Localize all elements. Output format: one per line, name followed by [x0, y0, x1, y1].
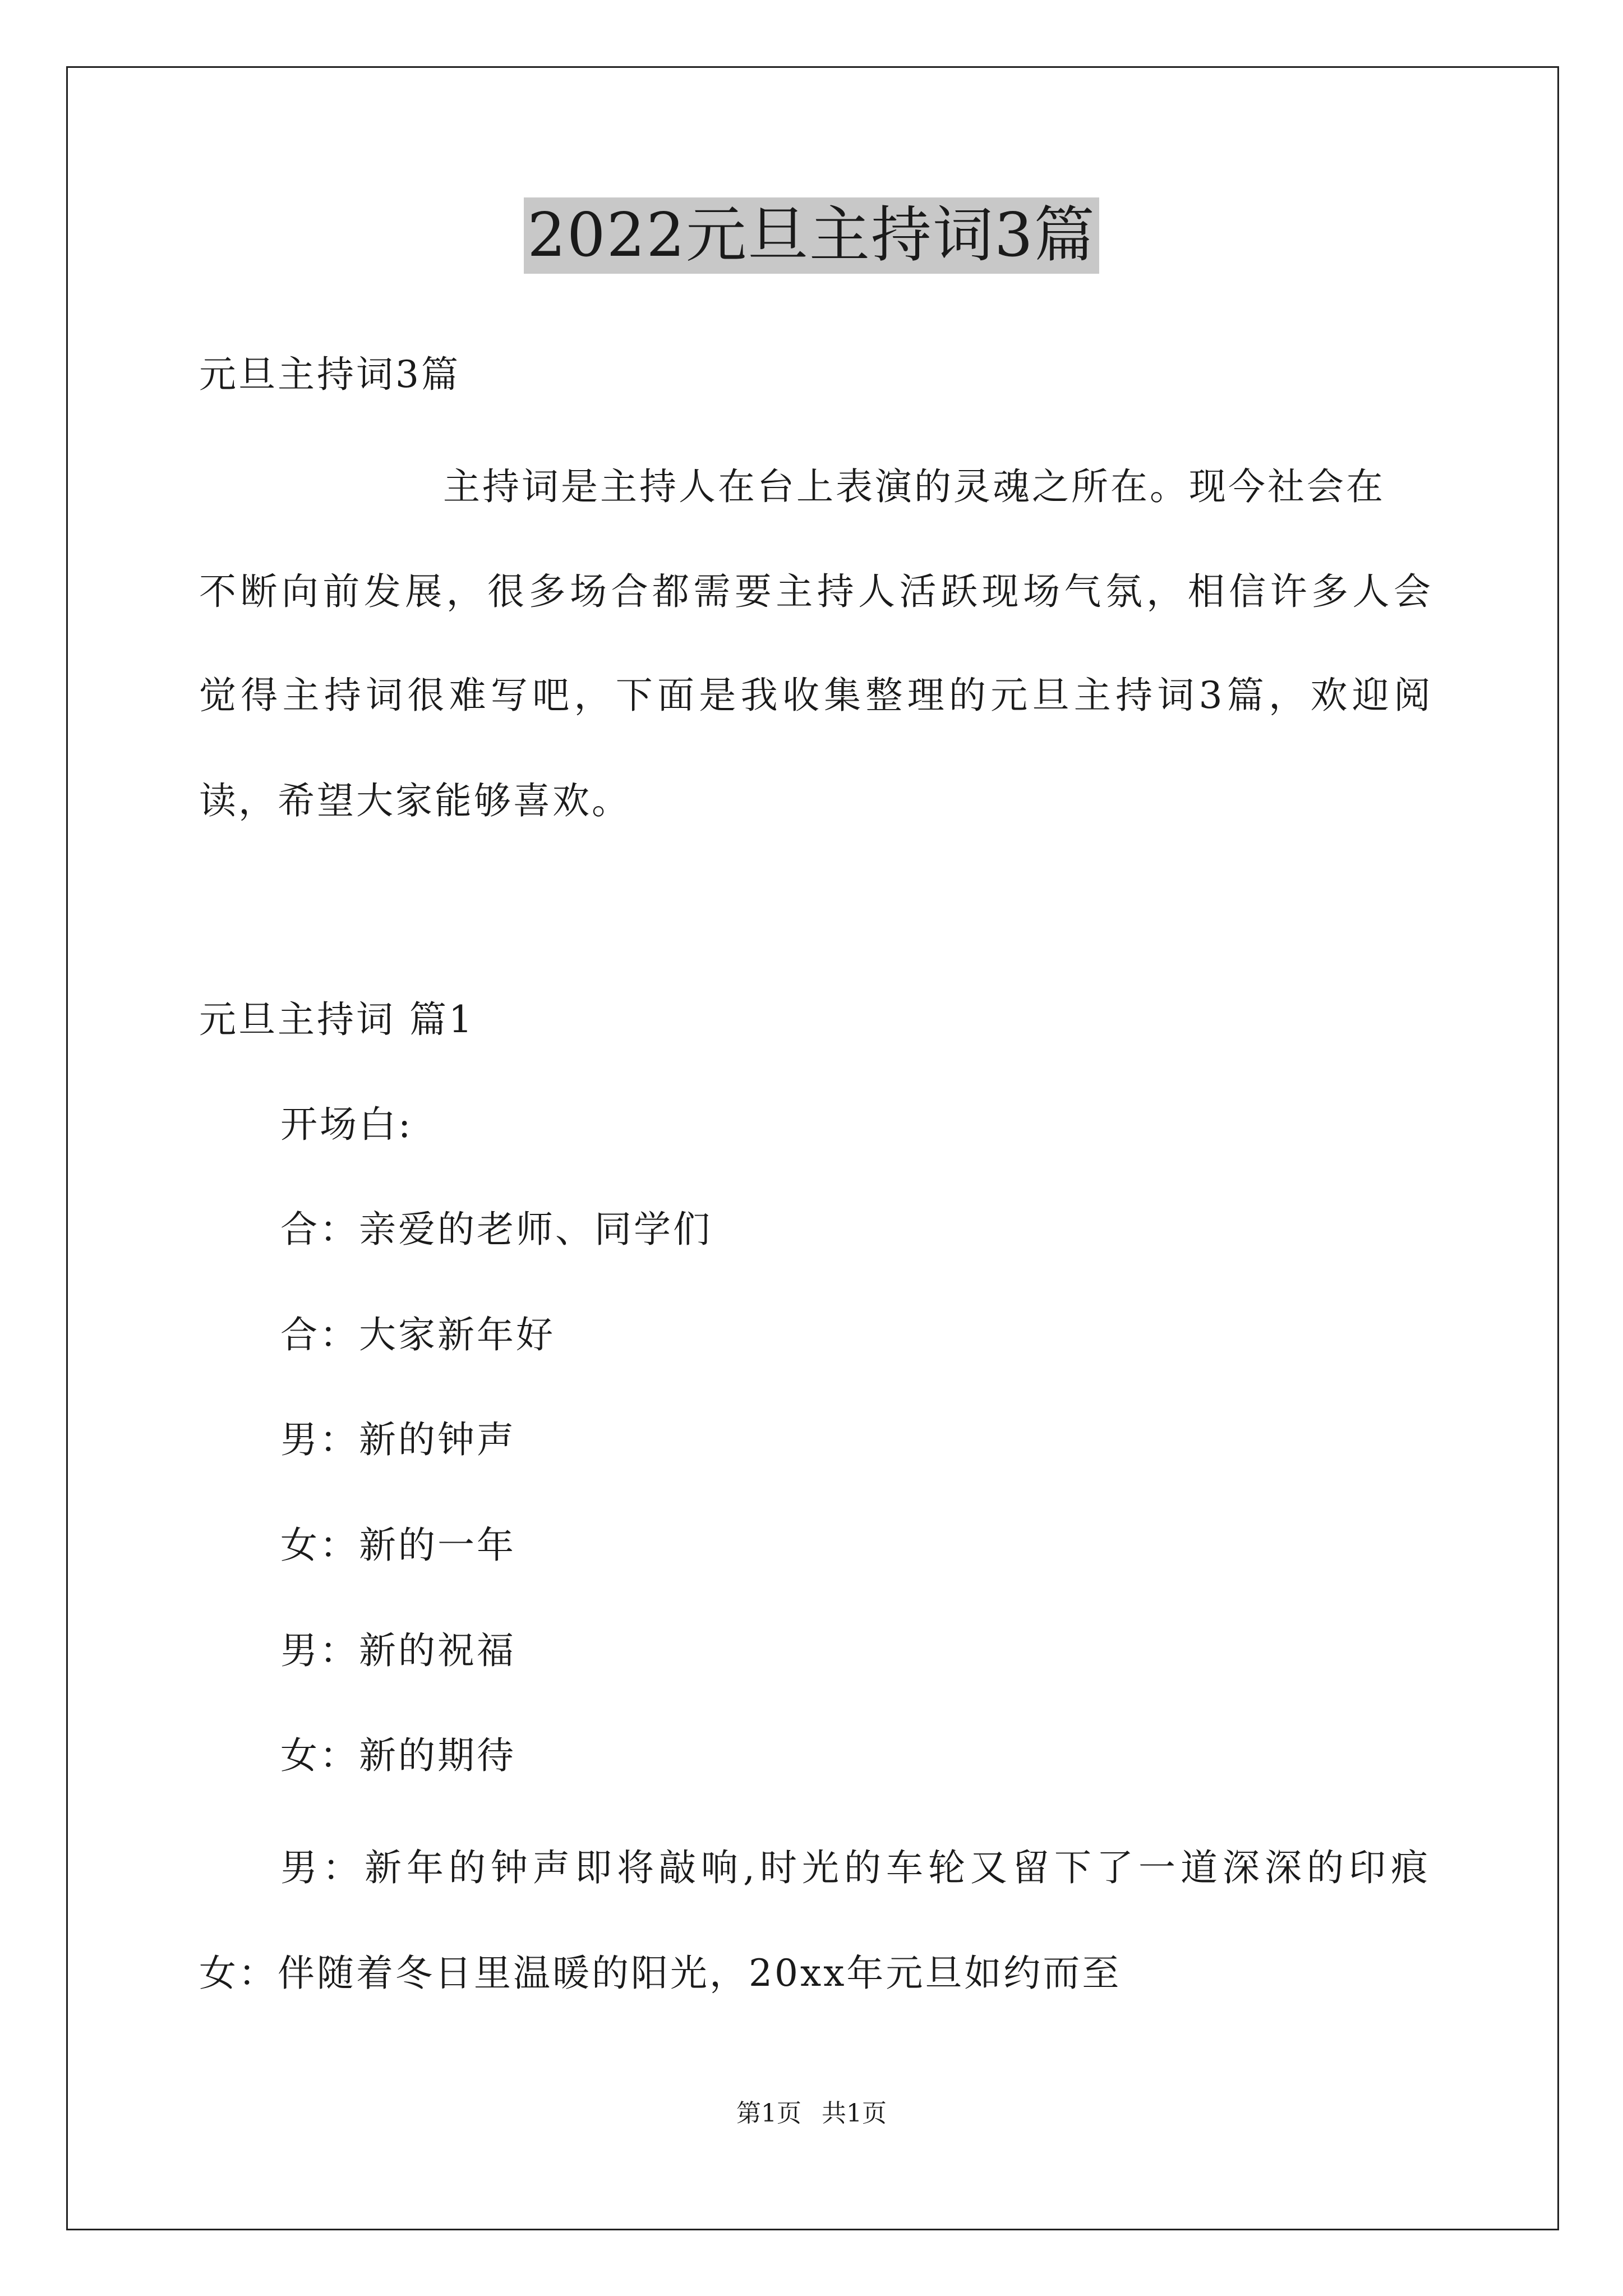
- page-total: 共1页: [822, 2099, 887, 2128]
- document-subtitle: 元旦主持词3篇: [199, 353, 460, 396]
- body-line-3: 合：大家新年好: [280, 1313, 555, 1356]
- body-line-9: 女：伴随着冬日里温暖的阳光，20xx年元旦如约而至: [199, 1952, 1122, 1995]
- intro-line-1: 主持词是主持人在台上表演的灵魂之所在。现今社会在: [443, 465, 1385, 508]
- title-container: [0, 197, 1623, 274]
- body-line-8: 男：新年的钟声即将敲响,时光的车轮又留下了一道深深的印痕: [280, 1846, 1430, 1889]
- body-line-7: 女：新的期待: [280, 1734, 516, 1777]
- intro-line-4: 读，希望大家能够喜欢。: [199, 779, 631, 822]
- section-heading: 元旦主持词 篇1: [199, 998, 474, 1041]
- body-line-4: 男：新的钟声: [280, 1418, 516, 1461]
- body-line-2: 合：亲爱的老师、同学们: [280, 1208, 712, 1251]
- page-footer: [0, 2097, 1623, 2131]
- intro-line-2: 不断向前发展，很多场合都需要主持人活跃现场气氛，相信许多人会: [199, 570, 1433, 613]
- body-line-5: 女：新的一年: [280, 1524, 516, 1567]
- body-line-1: 开场白:: [280, 1103, 413, 1146]
- intro-line-3: 觉得主持词很难写吧，下面是我收集整理的元旦主持词3篇，欢迎阅: [199, 674, 1433, 717]
- page-number: 第1页: [736, 2099, 801, 2128]
- body-line-6: 男：新的祝福: [280, 1629, 516, 1672]
- document-title: 2022元旦主持词3篇: [524, 197, 1099, 274]
